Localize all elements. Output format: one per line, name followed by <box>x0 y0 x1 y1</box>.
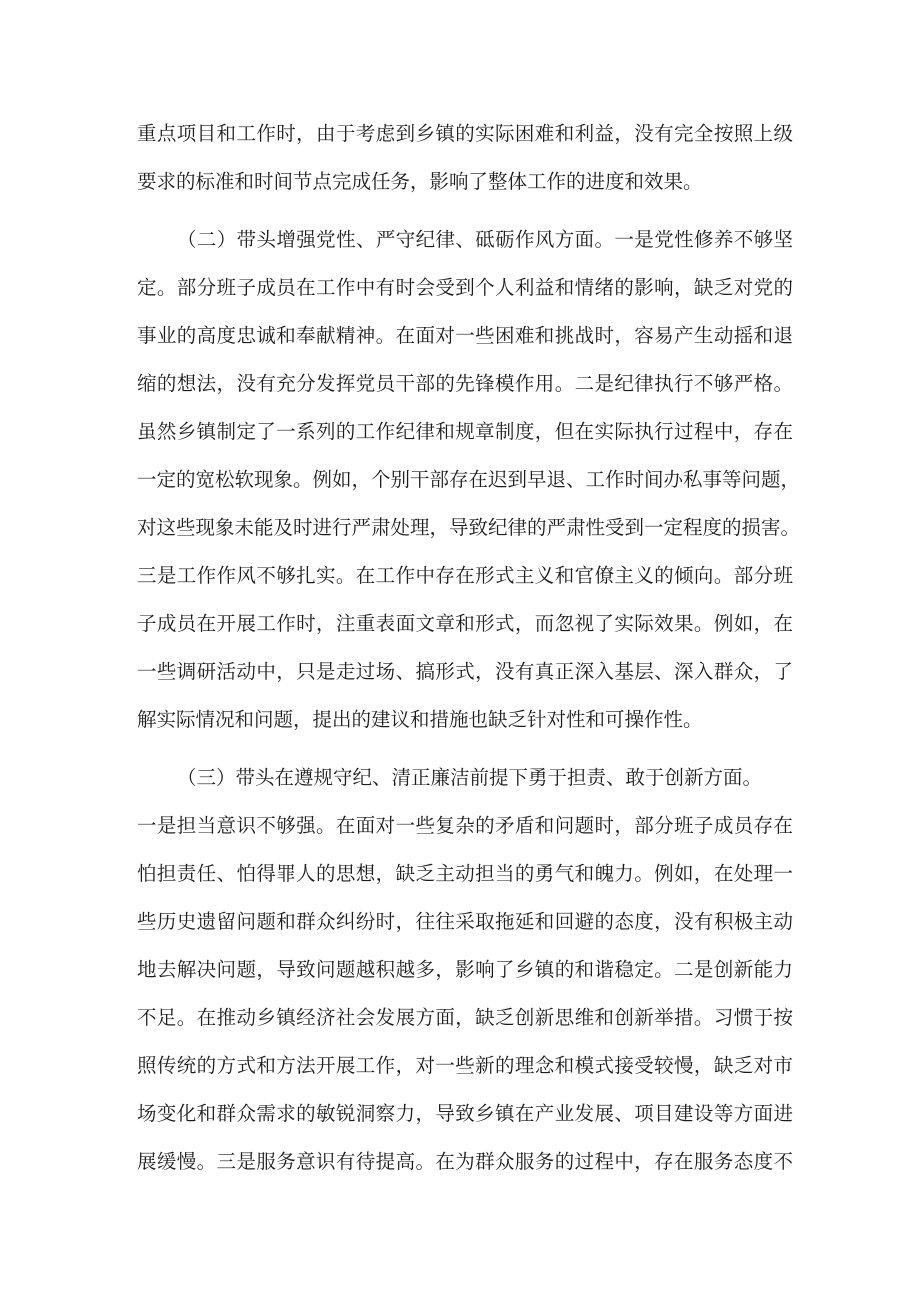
text-line: 虽然乡镇制定了一系列的工作纪律和规章制度，但在实际执行过程中，存在 <box>137 420 793 443</box>
text-line: （三）带头在遵规守纪、清正廉洁前提下勇于担责、敢于创新方面。 <box>177 766 763 789</box>
text-line: 怕担责任、怕得罪人的思想，缺乏主动担当的勇气和魄力。例如，在处理一 <box>137 862 793 885</box>
text-line: 缩的想法，没有充分发挥党员干部的先锋模作用。二是纪律执行不够严格。 <box>137 372 793 395</box>
text-line: 展缓慢。三是服务意识有待提高。在为群众服务的过程中，存在服务态度不 <box>137 1150 793 1173</box>
text-line: 地去解决问题，导致问题越积越多，影响了乡镇的和谐稳定。二是创新能力 <box>137 958 793 981</box>
paragraph-0 <box>137 110 793 206</box>
text-line: 三是工作作风不够扎实。在工作中存在形式主义和官僚主义的倾向。部分班 <box>137 564 793 587</box>
text-line: 解实际情况和问题，提出的建议和措施也缺乏针对性和可操作性。 <box>137 708 703 731</box>
text-line: 事业的高度忠诚和奉献精神。在面对一些困难和挑战时，容易产生动摇和退 <box>137 324 793 347</box>
paragraph-2 <box>137 754 793 1186</box>
text-line: 照传统的方式和方法开展工作，对一些新的理念和模式接受较慢，缺乏对市 <box>137 1054 793 1077</box>
text-line: 要求的标准和时间节点完成任务，影响了整体工作的进度和效果。 <box>137 170 703 193</box>
document-body <box>137 110 801 1186</box>
text-line: 定。部分班子成员在工作中有时会受到个人利益和情绪的影响，缺乏对党的 <box>137 276 793 299</box>
paragraph-1 <box>137 216 801 744</box>
text-line: 场变化和群众需求的敏锐洞察力，导致乡镇在产业发展、项目建设等方面进 <box>137 1102 793 1125</box>
text-line: 对这些现象未能及时进行严肃处理，导致纪律的严肃性受到一定程度的损害。 <box>137 516 801 539</box>
text-line: 一些调研活动中，只是走过场、搞形式，没有真正深入基层、深入群众，了 <box>137 660 793 683</box>
text-line: 一定的宽松软现象。例如，个别干部存在迟到早退、工作时间办私事等问题， <box>137 468 801 491</box>
text-line: 些历史遗留问题和群众纠纷时，往往采取拖延和回避的态度，没有积极主动 <box>137 910 793 933</box>
text-line: 一是担当意识不够强。在面对一些复杂的矛盾和问题时，部分班子成员存在 <box>137 814 793 837</box>
text-line: （二）带头增强党性、严守纪律、砥砺作风方面。一是党性修养不够坚 <box>177 228 793 251</box>
text-line: 重点项目和工作时，由于考虑到乡镇的实际困难和利益，没有完全按照上级 <box>137 122 793 145</box>
text-line: 不足。在推动乡镇经济社会发展方面，缺乏创新思维和创新举措。习惯于按 <box>137 1006 793 1029</box>
text-line: 子成员在开展工作时，注重表面文章和形式，而忽视了实际效果。例如，在 <box>137 612 793 635</box>
